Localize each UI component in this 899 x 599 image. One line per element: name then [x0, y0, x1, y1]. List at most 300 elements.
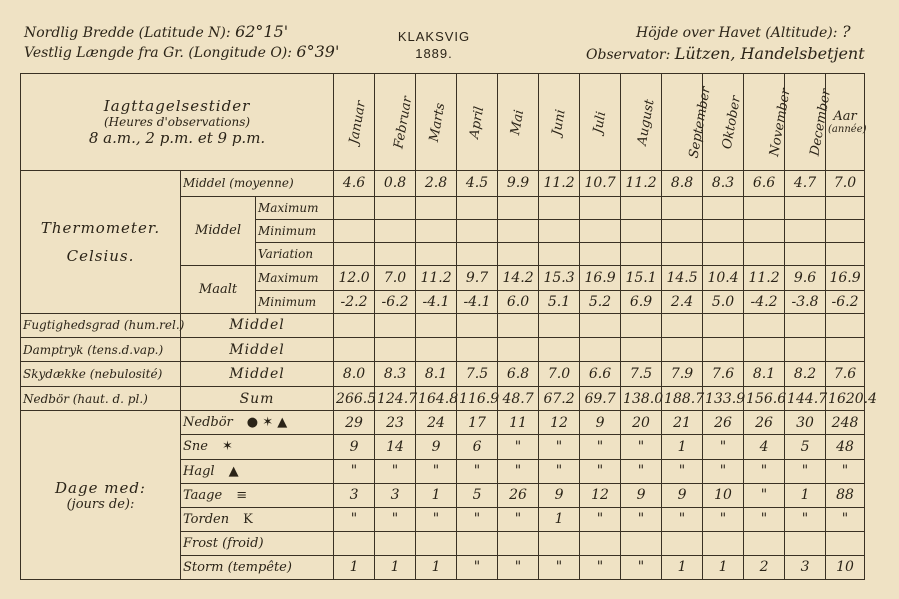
- days-value-cell: ": [498, 555, 539, 579]
- fugtighed-cell: [498, 313, 539, 337]
- thermo-mean-cell: 4.5: [457, 171, 498, 196]
- maalt-maximum-label: Maximum: [256, 265, 334, 290]
- maalt-label: Maalt: [181, 265, 256, 313]
- days-value-cell: 1: [785, 483, 826, 507]
- observer-label: Observator: Lützen, Handelsbetjent: [586, 44, 865, 63]
- days-type-label: Sne: [183, 439, 208, 455]
- nedbor-sum-cell: 48.7: [498, 387, 539, 411]
- nedbor-sum-cell: 138.0: [621, 387, 662, 411]
- middel-max-cell: [662, 196, 703, 219]
- days-row: [21, 411, 865, 435]
- nedbor-sum-cell: 116.9: [457, 387, 498, 411]
- skydaekke-cell: 8.2: [785, 362, 826, 387]
- skydaekke-cell: 8.1: [744, 362, 785, 387]
- nedbor-sum-cell: 124.7: [375, 387, 416, 411]
- middel-max-cell: [621, 196, 662, 219]
- skydaekke-cell: 7.5: [457, 362, 498, 387]
- middel-variation-label: Variation: [256, 242, 334, 265]
- days-value-cell: 26: [744, 411, 785, 435]
- days-value-cell: 9: [580, 411, 621, 435]
- days-value-cell: 1: [703, 555, 744, 579]
- skydaekke-cell: 6.8: [498, 362, 539, 387]
- middel-var-cell: [457, 242, 498, 265]
- days-value-cell: 1: [662, 555, 703, 579]
- days-value-cell: ": [826, 459, 865, 483]
- month-label: Oktober: [719, 94, 745, 151]
- nedbor-sum-cell: 164.8: [416, 387, 457, 411]
- days-type-cell: [181, 555, 334, 579]
- middel-min-cell: [334, 219, 375, 242]
- days-value-cell: 5: [785, 435, 826, 459]
- damptryk-cell: [580, 337, 621, 361]
- month-label: September: [686, 85, 714, 160]
- days-value-cell: 5: [457, 483, 498, 507]
- days-value-cell: ": [498, 435, 539, 459]
- days-value-cell: ": [375, 459, 416, 483]
- middel-moyenne-label: Middel (moyenne): [181, 171, 334, 196]
- days-type-cell: [181, 507, 334, 531]
- maalt-max-cell: 16.9: [580, 265, 621, 290]
- middel-max-cell: [826, 196, 865, 219]
- days-value-cell: 1: [375, 555, 416, 579]
- days-value-cell: ": [744, 507, 785, 531]
- nedbor-sum-cell: 188.7: [662, 387, 703, 411]
- days-value-cell: 24: [416, 411, 457, 435]
- maalt-max-cell: 11.2: [744, 265, 785, 290]
- middel-var-cell: [539, 242, 580, 265]
- latitude-value: 62°15': [235, 22, 289, 41]
- days-value-cell: 3: [785, 555, 826, 579]
- fugtighed-cell: [621, 313, 662, 337]
- month-header-september: [662, 74, 714, 171]
- thermo-mean-cell: 6.6: [744, 171, 785, 196]
- month-label: Januar: [346, 99, 370, 146]
- maalt-max-cell: 9.6: [785, 265, 826, 290]
- middel-var-cell: [375, 242, 416, 265]
- fugtighed-middel: Middel: [181, 313, 334, 337]
- damptryk-label: Damptryk (tens.d.vap.): [21, 337, 181, 361]
- weather-symbol-icon: K: [243, 511, 253, 527]
- nedbor-sum-cell: 156.6: [744, 387, 785, 411]
- days-value-cell: 2: [744, 555, 785, 579]
- days-value-cell: 9: [621, 483, 662, 507]
- damptryk-cell: [662, 337, 703, 361]
- days-value-cell: 10: [826, 555, 865, 579]
- days-value-cell: 14: [375, 435, 416, 459]
- thermo-mean-cell: 7.0: [826, 171, 865, 196]
- jours-de-label: (jours de):: [66, 496, 135, 512]
- thermo-mean-cell: 4.7: [785, 171, 826, 196]
- latitude-label: Nordlig Bredde (Latitude N): 62°15': [24, 22, 289, 41]
- middel-maximum-label: Maximum: [256, 196, 334, 219]
- aar-label: Aar: [833, 109, 857, 125]
- month-header-november: [744, 74, 794, 171]
- month-header-januar: [334, 74, 375, 171]
- middel-max-cell: [457, 196, 498, 219]
- days-value-cell: 9: [662, 483, 703, 507]
- days-value-cell: ": [662, 459, 703, 483]
- days-value-cell: 3: [334, 483, 375, 507]
- middel-max-cell: [334, 196, 375, 219]
- middel-var-cell: [744, 242, 785, 265]
- days-value-cell: [416, 531, 457, 555]
- middel-var-cell: [416, 242, 457, 265]
- damptryk-row: [21, 337, 865, 361]
- maalt-min-cell: 6.9: [621, 290, 662, 313]
- maalt-min-cell: 5.2: [580, 290, 621, 313]
- days-value-cell: ": [785, 507, 826, 531]
- days-value-cell: ": [621, 435, 662, 459]
- weather-symbol-icon: ✶: [221, 439, 233, 455]
- maalt-max-cell: 14.5: [662, 265, 703, 290]
- maalt-min-cell: 5.1: [539, 290, 580, 313]
- longitude-label: Vestlig Længde fra Gr. (Longitude O): 6°39': [24, 42, 340, 61]
- middel-max-cell: [539, 196, 580, 219]
- thermo-mean-cell: 2.8: [416, 171, 457, 196]
- nedbor-sum-cell: 144.7: [785, 387, 826, 411]
- days-value-cell: ": [457, 507, 498, 531]
- month-label: November: [767, 87, 794, 158]
- days-value-cell: ": [580, 555, 621, 579]
- days-value-cell: ": [416, 507, 457, 531]
- nedbor-sum-cell: 1620.4: [826, 387, 865, 411]
- middel-var-cell: [334, 242, 375, 265]
- obs-times-cell: [21, 74, 334, 171]
- days-value-cell: [498, 531, 539, 555]
- fugtighed-cell: [416, 313, 457, 337]
- maalt-max-cell: 15.3: [539, 265, 580, 290]
- damptryk-cell: [498, 337, 539, 361]
- middel-max-cell: [580, 196, 621, 219]
- fugtighed-label: Fugtighedsgrad (hum.rel.): [21, 313, 181, 337]
- middel-min-cell: [416, 219, 457, 242]
- fugtighed-cell: [457, 313, 498, 337]
- days-value-cell: ": [744, 483, 785, 507]
- damptryk-cell: [416, 337, 457, 361]
- thermo-mean-row: [21, 171, 865, 196]
- days-value-cell: ": [334, 459, 375, 483]
- days-value-cell: 1: [334, 555, 375, 579]
- days-value-cell: ": [457, 555, 498, 579]
- month-label: Juni: [549, 108, 569, 137]
- skydaekke-label: Skydække (nebulosité): [21, 362, 181, 387]
- skydaekke-cell: 7.6: [826, 362, 865, 387]
- middel-max-cell: [785, 196, 826, 219]
- days-value-cell: ": [580, 459, 621, 483]
- days-value-cell: 12: [580, 483, 621, 507]
- nedbor-label: Nedbör (haut. d. pl.): [21, 387, 181, 411]
- altitude-value: ?: [841, 22, 851, 41]
- thermo-mean-cell: 0.8: [375, 171, 416, 196]
- middel-max-cell: [744, 196, 785, 219]
- fugtighed-cell: [744, 313, 785, 337]
- days-value-cell: 9: [416, 435, 457, 459]
- skydaekke-cell: 7.9: [662, 362, 703, 387]
- weather-symbol-icon: ● ✶ ▲: [246, 415, 288, 431]
- celsius-label: Celsius.: [66, 247, 135, 266]
- maalt-max-cell: 10.4: [703, 265, 744, 290]
- days-value-cell: 1: [662, 435, 703, 459]
- damptryk-cell: [334, 337, 375, 361]
- fugtighed-row: [21, 313, 865, 337]
- obs-times-values: 8 a.m., 2 p.m. et 9 p.m.: [88, 129, 266, 148]
- days-value-cell: 9: [334, 435, 375, 459]
- fugtighed-cell: [375, 313, 416, 337]
- middel-max-cell: [498, 196, 539, 219]
- year: 1889.: [415, 46, 453, 61]
- days-value-cell: ": [826, 507, 865, 531]
- days-value-cell: ": [498, 507, 539, 531]
- maalt-minimum-label: Minimum: [256, 290, 334, 313]
- days-value-cell: ": [375, 507, 416, 531]
- days-value-cell: ": [457, 459, 498, 483]
- maalt-max-cell: 9.7: [457, 265, 498, 290]
- damptryk-cell: [826, 337, 865, 361]
- days-type-label: Frost (froid): [183, 535, 264, 551]
- days-value-cell: ": [580, 435, 621, 459]
- damptryk-cell: [621, 337, 662, 361]
- days-type-label: Taage: [183, 487, 223, 503]
- days-value-cell: ": [703, 459, 744, 483]
- days-type-label: Storm (tempête): [183, 559, 292, 575]
- days-value-cell: ": [621, 555, 662, 579]
- damptryk-cell: [457, 337, 498, 361]
- thermo-mean-cell: 9.9: [498, 171, 539, 196]
- annee-label: (année): [828, 124, 867, 136]
- maalt-min-cell: -2.2: [334, 290, 375, 313]
- days-value-cell: 48: [826, 435, 865, 459]
- days-value-cell: 23: [375, 411, 416, 435]
- days-value-cell: [621, 531, 662, 555]
- days-label-cell: [21, 411, 181, 580]
- fugtighed-cell: [580, 313, 621, 337]
- days-value-cell: 17: [457, 411, 498, 435]
- month-label: December: [807, 87, 835, 157]
- obs-times-title: Iagttagelsestider: [103, 97, 251, 116]
- days-type-label: Torden: [183, 511, 230, 527]
- days-value-cell: [580, 531, 621, 555]
- maalt-max-cell: 12.0: [334, 265, 375, 290]
- month-label: Marts: [426, 101, 449, 143]
- days-value-cell: [662, 531, 703, 555]
- middel-label: Middel: [181, 196, 256, 265]
- thermo-mean-cell: 8.3: [703, 171, 744, 196]
- skydaekke-cell: 7.0: [539, 362, 580, 387]
- days-value-cell: [457, 531, 498, 555]
- days-type-cell: [181, 411, 334, 435]
- maalt-min-cell: -3.8: [785, 290, 826, 313]
- days-value-cell: ": [662, 507, 703, 531]
- month-header-marts: [416, 74, 457, 171]
- dage-med-label: Dage med:: [55, 478, 146, 497]
- thermo-mean-cell: 11.2: [539, 171, 580, 196]
- days-value-cell: [703, 531, 744, 555]
- days-value-cell: ": [539, 555, 580, 579]
- days-type-cell: [181, 435, 334, 459]
- days-value-cell: ": [539, 459, 580, 483]
- days-value-cell: 10: [703, 483, 744, 507]
- thermometer-label: Thermometer.: [40, 219, 161, 238]
- skydaekke-cell: 6.6: [580, 362, 621, 387]
- damptryk-middel: Middel: [181, 337, 334, 361]
- days-value-cell: [744, 531, 785, 555]
- days-value-cell: [539, 531, 580, 555]
- station-title: KLAKSVIG 1889.: [384, 28, 484, 62]
- thermo-mean-cell: 4.6: [334, 171, 375, 196]
- middel-min-cell: [621, 219, 662, 242]
- skydaekke-middel: Middel: [181, 362, 334, 387]
- days-value-cell: ": [703, 435, 744, 459]
- month-label: August: [634, 98, 658, 147]
- middel-var-cell: [826, 242, 865, 265]
- days-type-cell: [181, 459, 334, 483]
- days-value-cell: ": [580, 507, 621, 531]
- days-value-cell: 20: [621, 411, 662, 435]
- observation-table: [20, 73, 878, 580]
- middel-min-cell: [457, 219, 498, 242]
- nedbor-sum-cell: 69.7: [580, 387, 621, 411]
- month-label: April: [466, 105, 488, 140]
- days-value-cell: 88: [826, 483, 865, 507]
- middel-var-cell: [498, 242, 539, 265]
- middel-min-cell: [375, 219, 416, 242]
- thermo-mean-cell: 8.8: [662, 171, 703, 196]
- thermo-mean-cell: 11.2: [621, 171, 662, 196]
- weather-symbol-icon: ▲: [228, 463, 239, 479]
- thermo-mean-cell: 10.7: [580, 171, 621, 196]
- maalt-min-cell: -6.2: [826, 290, 865, 313]
- days-value-cell: ": [539, 435, 580, 459]
- fugtighed-cell: [334, 313, 375, 337]
- middel-var-cell: [621, 242, 662, 265]
- month-label: Mai: [508, 108, 528, 136]
- skydaekke-cell: 8.1: [416, 362, 457, 387]
- days-value-cell: 26: [498, 483, 539, 507]
- days-value-cell: [785, 531, 826, 555]
- middel-var-cell: [580, 242, 621, 265]
- middel-var-cell: [785, 242, 826, 265]
- days-value-cell: ": [334, 507, 375, 531]
- nedbor-sum: Sum: [181, 387, 334, 411]
- fugtighed-cell: [662, 313, 703, 337]
- days-value-cell: [375, 531, 416, 555]
- fugtighed-cell: [703, 313, 744, 337]
- days-value-cell: 3: [375, 483, 416, 507]
- nedbor-sum-cell: 266.5: [334, 387, 375, 411]
- fugtighed-cell: [785, 313, 826, 337]
- days-value-cell: ": [785, 459, 826, 483]
- days-value-cell: 12: [539, 411, 580, 435]
- month-header-december: [785, 74, 835, 171]
- maalt-min-cell: 6.0: [498, 290, 539, 313]
- days-type-label: Nedbör: [183, 415, 233, 431]
- observer-value: Lützen, Handelsbetjent: [674, 44, 865, 63]
- middel-min-cell: [539, 219, 580, 242]
- days-type-cell: [181, 531, 334, 555]
- month-label: Februar: [391, 94, 416, 150]
- maalt-max-cell: 15.1: [621, 265, 662, 290]
- days-value-cell: 30: [785, 411, 826, 435]
- days-value-cell: 248: [826, 411, 865, 435]
- days-value-cell: ": [744, 459, 785, 483]
- middel-min-cell: [498, 219, 539, 242]
- middel-min-cell: [785, 219, 826, 242]
- maalt-max-cell: 16.9: [826, 265, 865, 290]
- middel-min-cell: [662, 219, 703, 242]
- maalt-min-cell: 5.0: [703, 290, 744, 313]
- maalt-min-cell: -4.2: [744, 290, 785, 313]
- days-value-cell: ": [621, 459, 662, 483]
- obs-times-subtitle: (Heures d'observations): [103, 115, 251, 130]
- thermometer-label-cell: [21, 171, 181, 313]
- maalt-min-cell: -4.1: [416, 290, 457, 313]
- days-value-cell: 1: [416, 483, 457, 507]
- month-header-juli: [580, 74, 621, 171]
- maalt-max-cell: 11.2: [416, 265, 457, 290]
- days-value-cell: 21: [662, 411, 703, 435]
- fugtighed-cell: [539, 313, 580, 337]
- month-header-april: [457, 74, 498, 171]
- days-value-cell: [826, 531, 865, 555]
- nedbor-sum-cell: 133.9: [703, 387, 744, 411]
- days-value-cell: 9: [539, 483, 580, 507]
- skydaekke-cell: 8.0: [334, 362, 375, 387]
- middel-minimum-label: Minimum: [256, 219, 334, 242]
- middel-min-cell: [744, 219, 785, 242]
- middel-var-cell: [662, 242, 703, 265]
- days-value-cell: 29: [334, 411, 375, 435]
- month-header-februar: [375, 74, 416, 171]
- days-value-cell: 1: [416, 555, 457, 579]
- days-value-cell: ": [416, 459, 457, 483]
- days-value-cell: 1: [539, 507, 580, 531]
- days-type-label: Hagl: [183, 463, 215, 479]
- skydaekke-cell: 7.6: [703, 362, 744, 387]
- middel-min-cell: [703, 219, 744, 242]
- skydaekke-cell: 8.3: [375, 362, 416, 387]
- days-value-cell: [334, 531, 375, 555]
- longitude-value: 6°39': [296, 42, 340, 61]
- middel-max-cell: [375, 196, 416, 219]
- maalt-min-cell: -4.1: [457, 290, 498, 313]
- fugtighed-cell: [826, 313, 865, 337]
- middel-var-cell: [703, 242, 744, 265]
- skydaekke-row: [21, 362, 865, 387]
- month-label: Juli: [590, 110, 610, 135]
- skydaekke-cell: 7.5: [621, 362, 662, 387]
- maalt-min-cell: 2.4: [662, 290, 703, 313]
- days-value-cell: ": [498, 459, 539, 483]
- days-value-cell: 26: [703, 411, 744, 435]
- damptryk-cell: [539, 337, 580, 361]
- altitude-label: Höjde over Havet (Altitude): ?: [636, 22, 851, 41]
- maalt-max-cell: 7.0: [375, 265, 416, 290]
- month-header-mai: [498, 74, 539, 171]
- days-value-cell: 4: [744, 435, 785, 459]
- damptryk-cell: [785, 337, 826, 361]
- days-value-cell: ": [703, 507, 744, 531]
- header-row: [21, 74, 865, 171]
- days-value-cell: 11: [498, 411, 539, 435]
- nedbor-sum-cell: 67.2: [539, 387, 580, 411]
- middel-max-cell: [703, 196, 744, 219]
- month-header-juni: [539, 74, 580, 171]
- aar-header: [826, 74, 865, 171]
- days-type-cell: [181, 483, 334, 507]
- middel-min-cell: [580, 219, 621, 242]
- maalt-min-cell: -6.2: [375, 290, 416, 313]
- middel-min-cell: [826, 219, 865, 242]
